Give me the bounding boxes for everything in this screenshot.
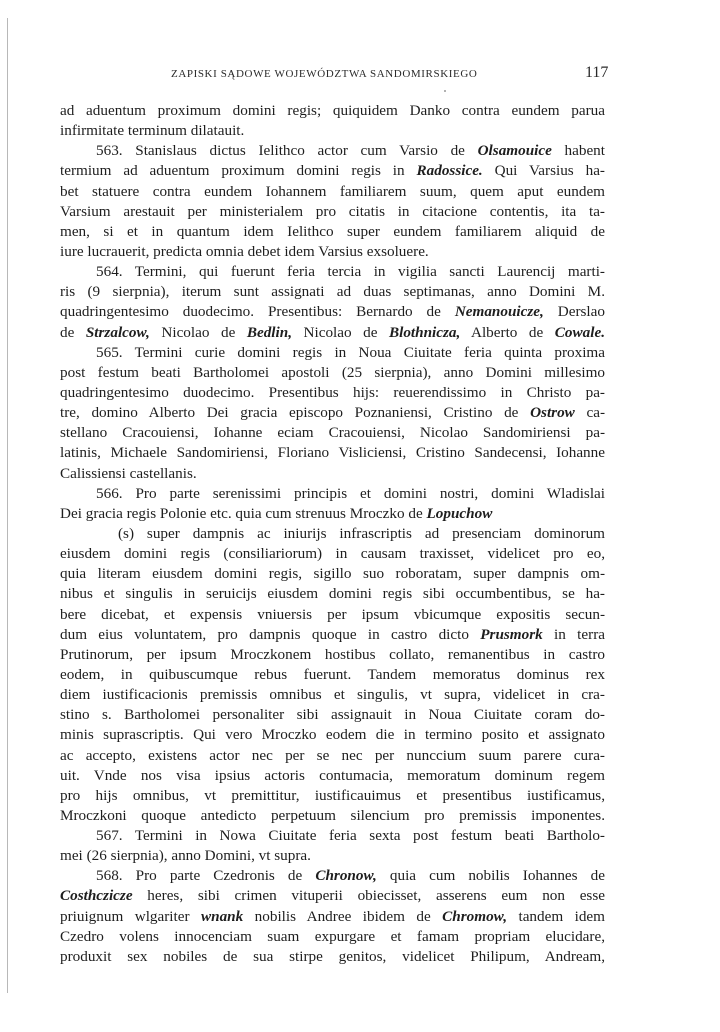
text-line [60, 484, 605, 504]
text-segment: Calissiensi castellanis. [60, 464, 197, 482]
text-segment: Varsium arestauit per ministerialem pro citatis in citacione contentis, ita ta- [60, 202, 605, 220]
text-line [60, 544, 605, 564]
text-segment: quia literam eiusdem domini regis, sigillo suo roboratam, super dampnis om- [60, 565, 605, 583]
text-segment: dum eius voluntatem, pro dampnis quoque in castro dicto [60, 625, 481, 643]
text-segment: Nicolao de [149, 323, 247, 341]
text-segment: pro hijs omnibus, vt premittitur, iustificauimus et presentibus iustificamus, [60, 786, 605, 804]
text-segment: nobilis Andree ibidem de [243, 907, 443, 925]
text-line [60, 282, 605, 302]
text-segment: in terra [542, 625, 605, 643]
print-speck [444, 90, 446, 92]
text-segment: ca- [574, 404, 605, 422]
text-line [60, 866, 605, 886]
text-line [60, 725, 605, 745]
page-edge-line [7, 18, 8, 993]
text-segment: 567. Termini in Nowa Ciuitate feria sexta post festum beati Bartholo- [96, 827, 605, 845]
text-segment: bet statuere contra eundem Iohannem familiarem suum, quem aput eundem [60, 182, 605, 200]
text-line [60, 121, 605, 141]
text-segment: quadringentesimo duodecimo. Presentibus hijs: reuerendissimo in Christo pa- [60, 383, 605, 401]
text-segment: habent [551, 142, 605, 160]
place-name: Ostrow [530, 404, 575, 422]
text-line [60, 141, 605, 161]
text-line [60, 323, 605, 343]
text-line [60, 786, 605, 806]
text-segment: eiusdem domini regis (consiliariorum) in causam traxisset, videlicet pro eo, [60, 545, 605, 563]
text-segment: 565. Termini curie domini regis in Noua Ciuitate feria quinta proxima [96, 343, 605, 361]
text-line [60, 846, 605, 866]
text-segment: mei (26 sierpnia), anno Domini, vt supra. [60, 847, 311, 865]
text-line [60, 806, 605, 826]
text-line [60, 826, 605, 846]
text-line [60, 161, 605, 181]
place-name: Strzalcow, [85, 323, 150, 341]
text-segment: (s) super dampnis ac iniurijs infrascriptis ad presenciam dominorum [118, 524, 605, 542]
text-line [60, 645, 605, 665]
text-line [60, 947, 605, 967]
text-segment: bere dicebat, et expensis vniuersis per ipsum vbicumque expositis secun- [60, 605, 605, 623]
text-line [60, 907, 605, 927]
text-segment: de [60, 323, 86, 341]
text-segment: ac accepto, existens actor nec per se nec per nunccium suum parere cura- [60, 746, 605, 764]
text-segment: 563. Stanislaus dictus Ielithco actor cum Varsio de [96, 142, 478, 160]
text-segment: infirmitate terminum dilatauit. [60, 122, 245, 140]
text-line [60, 383, 605, 403]
text-segment: post festum beati Bartholomei apostoli (25 sierpnia), anno Domini millesimo [60, 363, 605, 381]
text-line [60, 182, 605, 202]
place-name: Chromow, [442, 907, 508, 925]
place-name: Lopuchow [426, 504, 493, 522]
text-segment: stellano Cracouiensi, Iohanne eciam Cracouiensi, Nicolao Sandomiriensi pa- [60, 424, 605, 442]
text-segment: Derslao [543, 303, 605, 321]
text-segment: Alberto de [460, 323, 555, 341]
text-segment: tandem idem [507, 907, 605, 925]
text-segment: latinis, Michaele Sandomiriensi, Floriano Visliciensi, Cristino Sandecensi, Iohanne [60, 444, 605, 462]
text-line [60, 101, 605, 121]
text-line [60, 504, 605, 524]
text-segment: Prutinorum, per ipsum Mroczkonem hostibus collato, remanentibus in castro [60, 645, 605, 663]
text-segment: Nicolao de [292, 323, 389, 341]
text-line [60, 705, 605, 725]
text-segment: nibus et singulis in seruicijs eiusdem domini regis sibi occumbentibus, se ha- [60, 585, 605, 603]
text-segment: minis suprascriptis. Qui vero Mroczko eodem die in termino posito et assignato [60, 726, 605, 744]
text-segment: 566. Pro parte serenissimi principis et domini nostri, domini Wladislai [96, 484, 605, 502]
page-header [0, 62, 720, 86]
text-segment: tre, domino Alberto Dei gracia episcopo Poznaniensi, Cristino de [60, 404, 531, 422]
text-line [60, 564, 605, 584]
place-name: Chronow, [315, 867, 377, 885]
place-name: Costhczicze [60, 887, 133, 905]
text-line [60, 202, 605, 222]
text-line [60, 746, 605, 766]
text-segment: iure lucrauerit, predicta omnia debet idem Varsius exsoluere. [60, 242, 429, 260]
text-segment: quadringentesimo duodecimo. Presentibus: Bernardo de [60, 303, 455, 321]
text-line [60, 605, 605, 625]
place-name: Bedlin, [246, 323, 292, 341]
text-segment: diem iustificacionis premissis omnibus et singulis, vt supra, videlicet in cra- [60, 686, 605, 704]
text-line [60, 524, 605, 544]
text-segment: Czedro volens innocenciam suam expurgare et famam propriam elucidare, [60, 927, 605, 945]
text-segment: uit. Vnde nos visa ipsius actoris contumacia, memoratum dominum regem [60, 766, 605, 784]
text-segment: termium ad aduentum proximum domini regis in [60, 162, 417, 180]
place-name: wnank [201, 907, 244, 925]
text-line [60, 685, 605, 705]
text-line [60, 423, 605, 443]
place-name: Radossice. [416, 162, 483, 180]
document-body [60, 101, 605, 967]
text-line [60, 665, 605, 685]
text-line [60, 464, 605, 484]
place-name: Cowale. [554, 323, 605, 341]
text-line [60, 403, 605, 423]
page-number: 117 [585, 64, 609, 81]
text-segment: produxit sex nobiles de sua stirpe genitos, videlicet Philipum, Andream, [60, 947, 605, 965]
text-segment: men, si et in quantum idem Ielithco super eundem familiarem aliquid de [60, 222, 605, 240]
text-line [60, 222, 605, 242]
text-segment: heres, sibi crimen vituperii obiecisset, asserens eum non esse [132, 887, 605, 905]
text-segment: priuignum wlgariter [60, 907, 201, 925]
place-name: Prusmork [480, 625, 543, 643]
text-segment: quia cum nobilis Iohannes de [376, 867, 605, 885]
text-segment: Dei gracia regis Polonie etc. quia cum strenuus Mroczko de [60, 504, 427, 522]
text-line [60, 927, 605, 947]
text-line [60, 584, 605, 604]
text-line [60, 302, 605, 322]
text-line [60, 262, 605, 282]
place-name: Blothnicza, [388, 323, 461, 341]
place-name: Olsamouice [477, 142, 552, 160]
running-title: ZAPISKI SĄDOWE WOJEWÓDZTWA SANDOMIRSKIEGO [171, 68, 478, 80]
text-segment: 568. Pro parte Czedronis de [96, 867, 316, 885]
text-line [60, 443, 605, 463]
place-name: Nemanouicze, [454, 303, 544, 321]
text-segment: ris (9 sierpnia), iterum sunt assignati ad duas septimanas, anno Domini M. [60, 283, 605, 301]
text-line [60, 625, 605, 645]
text-segment: 564. Termini, qui fuerunt feria tercia in vigilia sancti Laurencij marti- [96, 263, 605, 281]
text-segment: ad aduentum proximum domini regis; quiquidem Danko contra eundem parua [60, 102, 605, 119]
text-line [60, 363, 605, 383]
text-line [60, 343, 605, 363]
text-segment: Mroczkoni quoque antedicto perpetuum silencium pro premissis imponentes. [60, 806, 605, 824]
text-line [60, 766, 605, 786]
text-line [60, 886, 605, 906]
text-segment: Qui Varsius ha- [482, 162, 605, 180]
text-line [60, 242, 605, 262]
text-segment: eodem, in quibuscumque rebus fuerunt. Tandem memoratus dominus rex [60, 665, 605, 683]
text-segment: stino s. Bartholomei personaliter sibi assignauit in Noua Ciuitate coram do- [60, 706, 605, 724]
